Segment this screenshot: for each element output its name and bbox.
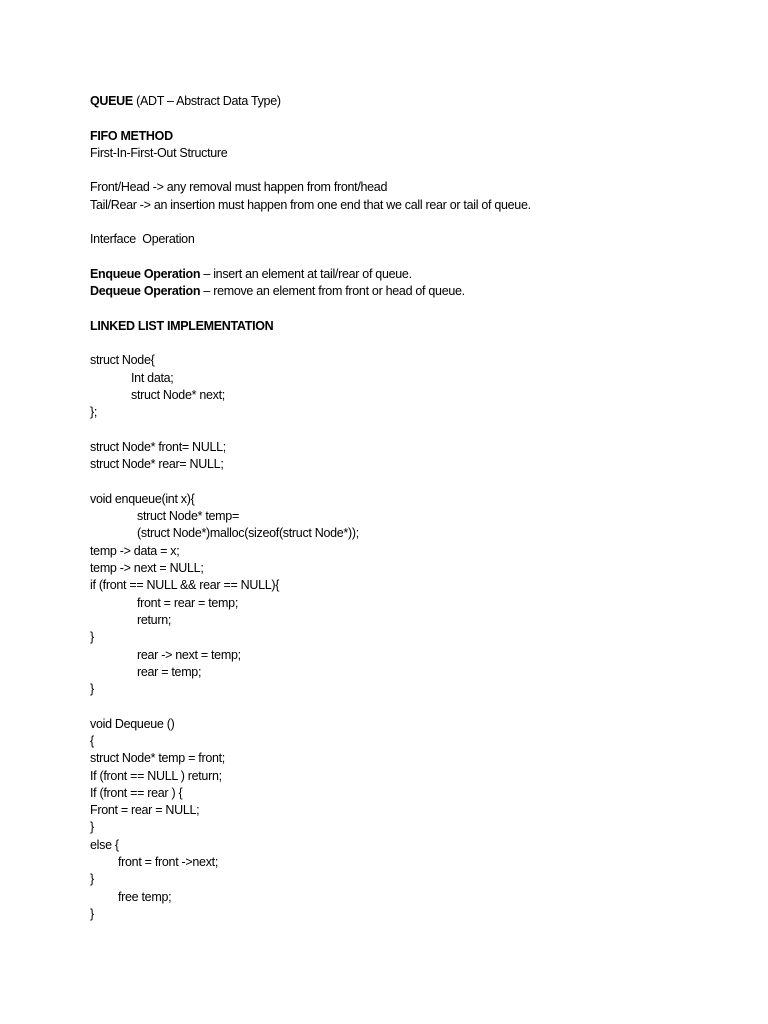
enqueue-operation xyxy=(90,266,730,283)
document-title xyxy=(90,93,730,110)
code-line: If (front == rear ) { xyxy=(90,785,183,800)
code-line: else { xyxy=(90,837,119,852)
code-line: Front = rear = NULL; xyxy=(90,803,200,818)
fifo-title: FIFO METHOD xyxy=(90,128,173,143)
front-head-note: Front/Head -> any removal must happen from front/head xyxy=(90,180,388,195)
code-line: struct Node* front= NULL; xyxy=(90,439,226,454)
code-line: } xyxy=(90,630,94,645)
code-line: (struct Node*)malloc(sizeof(struct Node*)); xyxy=(137,526,359,541)
code-line: free temp; xyxy=(118,889,172,904)
code-line: struct Node{ xyxy=(90,353,155,368)
code-line: struct Node* temp= xyxy=(137,509,239,524)
code-line: }; xyxy=(90,405,98,420)
code-line: temp -> next = NULL; xyxy=(90,561,204,576)
code-line: { xyxy=(90,733,94,748)
code-line: } xyxy=(90,682,94,697)
interface-label: Interface Operation xyxy=(90,232,195,247)
dequeue-desc: – remove an element from front or head of queue. xyxy=(200,284,465,299)
code-line: void Dequeue () xyxy=(90,716,175,731)
enqueue-desc: – insert an element at tail/rear of queue. xyxy=(200,266,412,281)
code-line: return; xyxy=(137,612,172,627)
dequeue-operation xyxy=(90,283,730,300)
title-bold: QUEUE xyxy=(90,94,133,108)
code-line: } xyxy=(90,820,94,835)
dequeue-term: Dequeue Operation xyxy=(90,284,201,299)
code-line: rear = temp; xyxy=(137,664,202,679)
code-line: struct Node* rear= NULL; xyxy=(90,457,224,472)
code-line: if (front == NULL && rear == NULL){ xyxy=(90,578,280,593)
code-line: struct Node* next; xyxy=(131,388,225,403)
enqueue-term: Enqueue Operation xyxy=(90,266,201,281)
linked-list-heading: LINKED LIST IMPLEMENTATION xyxy=(90,318,274,333)
code-line: } xyxy=(90,906,94,921)
fifo-subtitle: First-In-First-Out Structure xyxy=(90,145,228,160)
code-line: temp -> data = x; xyxy=(90,543,180,558)
code-line: } xyxy=(90,872,94,887)
tail-rear-note: Tail/Rear -> an insertion must happen from one end that we call rear or tail of queue. xyxy=(90,197,531,212)
code-line: If (front == NULL ) return; xyxy=(90,768,222,783)
document-page xyxy=(90,93,730,923)
code-line: Int data; xyxy=(131,370,174,385)
code-line: struct Node* temp = front; xyxy=(90,751,225,766)
code-line: void enqueue(int x){ xyxy=(90,491,195,506)
code-line: front = rear = temp; xyxy=(137,595,238,610)
code-line: rear -> next = temp; xyxy=(137,647,241,662)
code-line: front = front ->next; xyxy=(118,855,219,870)
title-rest: (ADT – Abstract Data Type) xyxy=(132,94,281,108)
